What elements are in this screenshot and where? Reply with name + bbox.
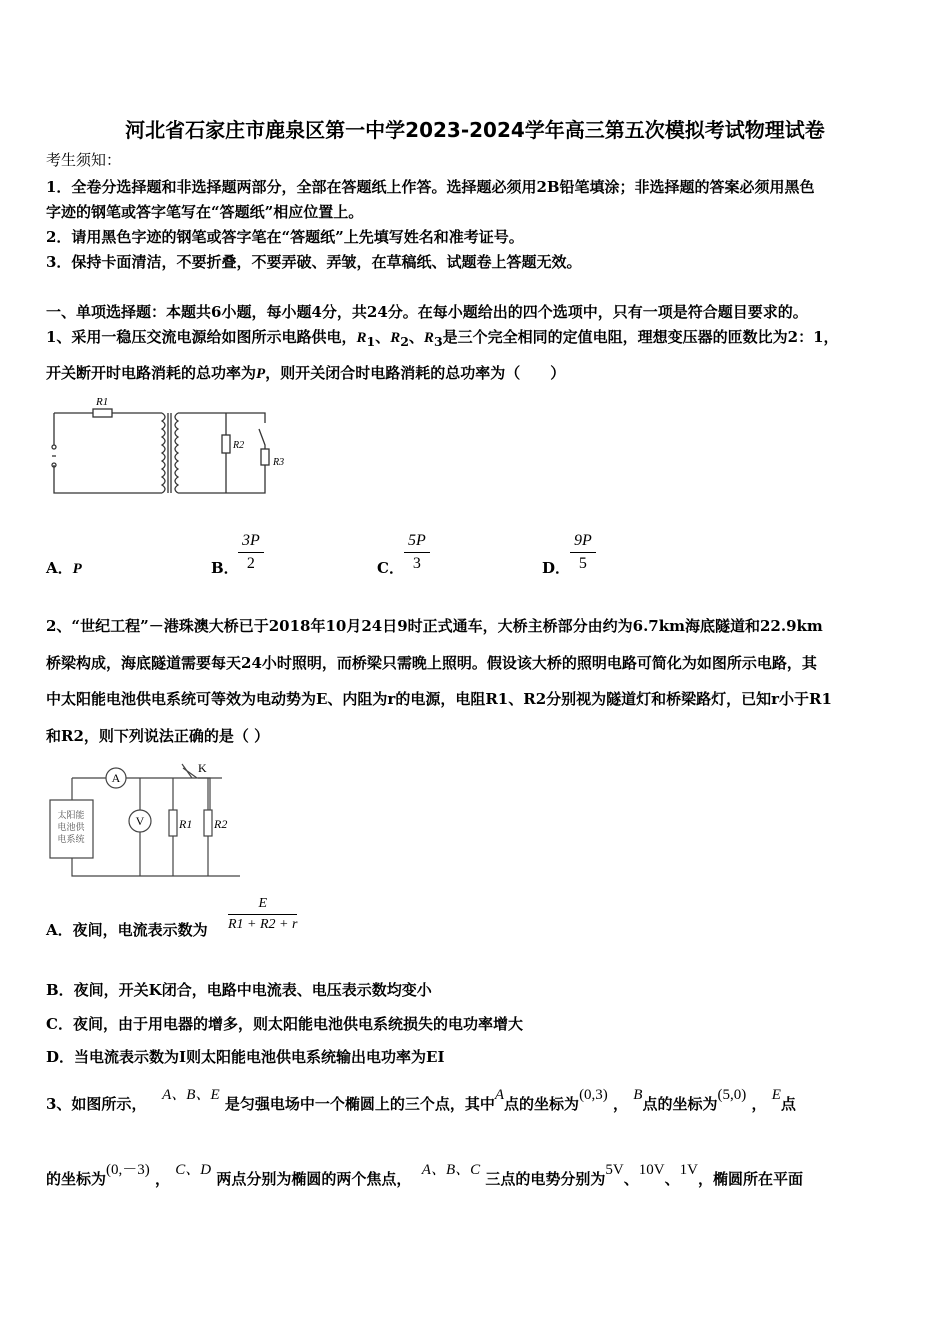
r3-label: R3	[273, 457, 285, 468]
q1-option-d-fraction: $\frac{9P}{5}$	[570, 532, 596, 573]
box-text: 电池供	[57, 822, 85, 832]
ammeter-label: A	[111, 771, 121, 785]
q1-circuit-diagram	[40, 385, 300, 500]
voltmeter-label: V	[135, 814, 145, 828]
notice-heading: 考生须知：	[46, 151, 122, 169]
q2-option-a[interactable]: A．夜间，电流表示数为	[46, 921, 208, 939]
notice-line: 字迹的钢笔或答字笔写在“答题纸”相应位置上。	[46, 203, 364, 221]
page-title: 河北省石家庄市鹿泉区第一中学2023-2024学年高三第五次模拟考试物理试卷	[125, 118, 825, 142]
q3-line2: 的坐标为(0,－3) ， C、D 两点分别为椭圆的两个焦点， A、B、C 三点的电势分别为5V、10V、1V，椭圆所在平面	[46, 1162, 803, 1188]
q1-option-a[interactable]: A．P	[46, 559, 82, 577]
q1-option-b-fraction: $\frac{3P}{2}$	[238, 532, 264, 573]
r1-label: R1	[96, 396, 109, 408]
q2-option-d[interactable]: D．当电流表示数为I则太阳能电池供电系统输出电功率为EI	[46, 1048, 445, 1066]
q1-option-b-letter[interactable]: B．	[211, 559, 239, 577]
q2-line: 和R2，则下列说法正确的是（ ）	[46, 727, 270, 745]
notice-line: 3．保持卡面清洁，不要折叠，不要弄破、弄皱，在草稿纸、试题卷上答题无效。	[46, 253, 582, 271]
q1-line1: 1、采用一稳压交流电源给如图所示电路供电，$R_1$、$R_2$、$R_3$是三个完全相同的定值电阻，理想变压器的匝数比为2：1，	[46, 328, 839, 349]
q3-line1: 3、如图所示， A、B、E 是匀强电场中一个椭圆上的三个点，其中A点的坐标为(0,3) ， B点的坐标为(5,0) ， E点	[46, 1087, 796, 1113]
q2-line: 桥梁构成，海底隧道需要每天24小时照明，而桥梁只需晚上照明。假设该大桥的照明电路可简化为如图所示电路，其	[46, 654, 817, 672]
q1-option-c-letter[interactable]: C．	[377, 559, 404, 577]
notice-line: 2．请用黑色字迹的钢笔或答字笔在“答题纸”上先填写姓名和准考证号。	[46, 228, 524, 246]
q1-line2: 开关断开时电路消耗的总功率为P，则开关闭合时电路消耗的总功率为（ ）	[46, 364, 566, 382]
q2-option-b[interactable]: B．夜间，开关K闭合，电路中电流表、电压表示数均变小	[46, 981, 432, 999]
q1-option-c-fraction: $\frac{5P}{3}$	[404, 532, 430, 573]
q2-circuit-diagram	[40, 760, 240, 880]
r2-label: R2	[233, 440, 245, 451]
q2-line: 2、“世纪工程”－港珠澳大桥已于2018年10月24日9时正式通车，大桥主桥部分由约为6.7km海底隧道和22.9km	[46, 617, 823, 635]
q2-line: 中太阳能电池供电系统可等效为电动势为E、内阻为r的电源，电阻R1、R2分别视为隧道灯和桥梁路灯，已知r小于R1	[46, 690, 832, 708]
notice-line: 1．全卷分选择题和非选择题两部分，全部在答题纸上作答。选择题必须用2B铅笔填涂；非选择题的答案必须用黑色	[46, 178, 815, 196]
q1-option-d-letter[interactable]: D．	[542, 559, 571, 577]
section-heading: 一、单项选择题：本题共6小题，每小题4分，共24分。在每小题给出的四个选项中，只有一项是符合题目要求的。	[46, 303, 808, 321]
switch-label: K	[198, 761, 207, 775]
box-text: 太阳能	[57, 810, 85, 820]
box-text: 电系统	[57, 834, 85, 844]
r2-label: R2	[214, 817, 228, 831]
q2-option-c[interactable]: C．夜间，由于用电器的增多，则太阳能电池供电系统损失的电功率增大	[46, 1015, 523, 1033]
q2-option-a-fraction: $\frac{E}{R1 + R2 + r}$	[228, 896, 298, 932]
r1-label: R1	[179, 817, 193, 831]
